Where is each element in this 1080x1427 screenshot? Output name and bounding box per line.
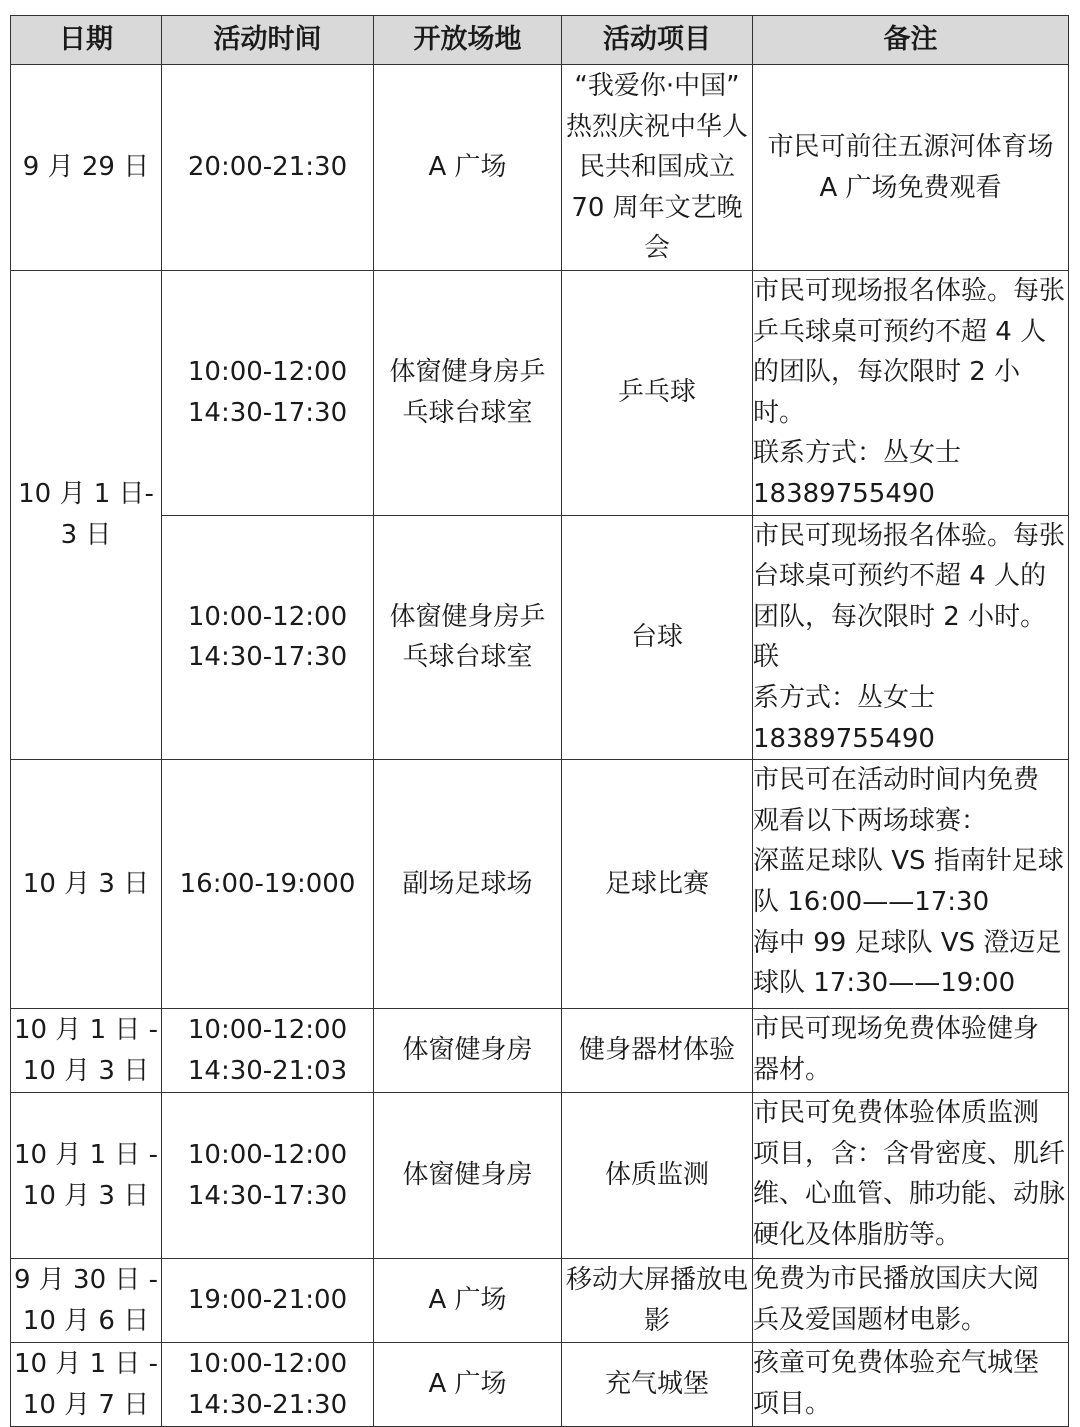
- activity-cell: 乒乓球: [562, 271, 753, 516]
- header-time: 活动时间: [162, 16, 374, 65]
- activity-cell: 台球: [562, 515, 753, 760]
- table-row: [11, 760, 1069, 1009]
- activity-cell: “我爱你·中国” 热烈庆祝中华人 民共和国成立 70 周年文艺晚 会: [562, 65, 753, 271]
- venue-cell: A 广场: [374, 1259, 562, 1343]
- table-row: [11, 1093, 1069, 1259]
- time-cell: 10:00-12:00 14:30-17:30: [162, 515, 374, 760]
- note-cell: 市民可现场报名体验。每张 台球桌可预约不超 4 人的 团队，每次限时 2 小时。联 系方式：丛女士 18389755490: [753, 515, 1069, 760]
- time-cell: 10:00-12:00 14:30-17:30: [162, 1093, 374, 1259]
- date-cell: 10 月 1 日 -10 月 3 日: [11, 1009, 162, 1093]
- table-row: [11, 1009, 1069, 1093]
- table-row: [11, 515, 1069, 760]
- time-cell: 19:00-21:00: [162, 1259, 374, 1343]
- venue-cell: 体窗健身房: [374, 1009, 562, 1093]
- time-cell: 16:00-19:000: [162, 760, 374, 1009]
- note-cell: 市民可免费体验体质监测 项目，含：含骨密度、肌纤 维、心血管、肺功能、动脉 硬化及体脂肪等。: [753, 1093, 1069, 1259]
- venue-cell: 体窗健身房: [374, 1093, 562, 1259]
- header-venue: 开放场地: [374, 16, 562, 65]
- time-cell: 10:00-12:00 14:30-21:30: [162, 1343, 374, 1427]
- date-cell: 9 月 30 日 -10 月 6 日: [11, 1259, 162, 1343]
- table-row: [11, 1343, 1069, 1427]
- time-cell: 20:00-21:30: [162, 65, 374, 271]
- activity-cell: 充气城堡: [562, 1343, 753, 1427]
- activity-cell: 体质监测: [562, 1093, 753, 1259]
- header-note: 备注: [753, 16, 1069, 65]
- venue-cell: 副场足球场: [374, 760, 562, 1009]
- date-cell: 10 月 1 日-3 日: [11, 271, 162, 760]
- activity-schedule-table: [10, 15, 1069, 1427]
- table-row: [11, 271, 1069, 516]
- venue-cell: A 广场: [374, 1343, 562, 1427]
- date-cell: 10 月 1 日 -10 月 3 日: [11, 1093, 162, 1259]
- time-cell: 10:00-12:00 14:30-17:30: [162, 271, 374, 516]
- date-cell: 9 月 29 日: [11, 65, 162, 271]
- venue-cell: 体窗健身房乒 乓球台球室: [374, 515, 562, 760]
- date-cell: 10 月 1 日 -10 月 7 日: [11, 1343, 162, 1427]
- table-row: [11, 1259, 1069, 1343]
- table-row: [11, 65, 1069, 271]
- venue-cell: 体窗健身房乒 乓球台球室: [374, 271, 562, 516]
- note-cell: 市民可现场免费体验健身 器材。: [753, 1009, 1069, 1093]
- venue-cell: A 广场: [374, 65, 562, 271]
- time-cell: 10:00-12:00 14:30-21:03: [162, 1009, 374, 1093]
- date-cell: 10 月 3 日: [11, 760, 162, 1009]
- note-cell: 免费为市民播放国庆大阅 兵及爱国题材电影。: [753, 1259, 1069, 1343]
- note-cell: 市民可现场报名体验。每张 乒乓球桌可预约不超 4 人 的团队，每次限时 2 小时。 联系方式：丛女士 18389755490: [753, 271, 1069, 516]
- note-cell: 市民可在活动时间内免费 观看以下两场球赛： 深蓝足球队 VS 指南针足球 队 16:00——17:30 海中 99 足球队 VS 澄迈足 球队 17:30——19:00: [753, 760, 1069, 1009]
- header-activity: 活动项目: [562, 16, 753, 65]
- note-cell: 孩童可免费体验充气城堡 项目。: [753, 1343, 1069, 1427]
- table-header-row: [11, 16, 1069, 65]
- activity-cell: 健身器材体验: [562, 1009, 753, 1093]
- activity-cell: 足球比赛: [562, 760, 753, 1009]
- header-date: 日期: [11, 16, 162, 65]
- note-cell: 市民可前往五源河体育场 A 广场免费观看: [753, 65, 1069, 271]
- activity-cell: 移动大屏播放电 影: [562, 1259, 753, 1343]
